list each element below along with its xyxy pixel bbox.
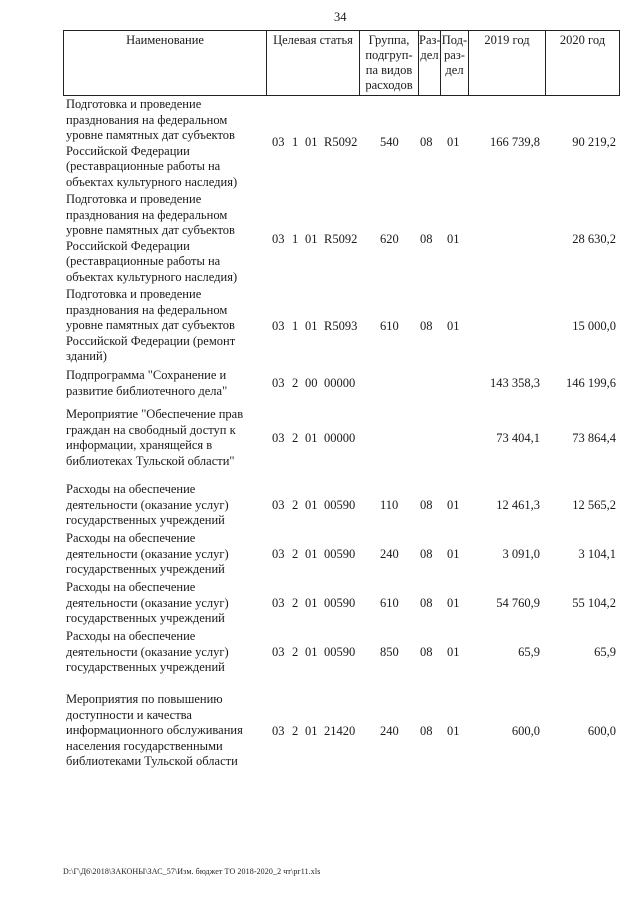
code-direction: 00590 [324,596,356,610]
group-code: 540 [380,135,399,149]
subsection-code: 01 [447,135,460,149]
row-name: Подпрограмма "Сохранение и развитие библиотечного дела" [66,368,228,398]
code-program: 03 [272,135,285,149]
subsection-code: 01 [447,498,460,512]
value-2019: 73 404,1 [496,431,540,445]
page-number: 34 [334,10,347,24]
code-program: 03 [272,232,285,246]
group-code: 240 [380,724,399,738]
code-program: 03 [272,319,285,333]
section-code: 08 [420,232,433,246]
header-2020: 2020 год [545,30,620,96]
code-subprogram: 2 [292,724,299,738]
section-code: 08 [420,498,433,512]
header-2019: 2019 год [468,30,545,96]
subsection-code: 01 [447,596,460,610]
row-name: Подготовка и проведение празднования на федеральном уровне памятных дат субъектов Российской Федерации (ремонт зданий) [66,287,236,364]
header-group: Группа, подгруп- па видов расходов [359,30,418,96]
code-program: 03 [272,645,285,659]
header-name: Наименование [63,30,266,96]
group-code: 620 [380,232,399,246]
value-2020: 600,0 [587,724,616,738]
section-code: 08 [420,596,433,610]
value-2019: 54 760,9 [496,596,540,610]
code-activity: 00 [305,376,318,390]
code-subprogram: 2 [292,645,299,659]
group-code: 110 [380,498,399,512]
row-name: Мероприятие "Обеспечение прав граждан на свободный доступ к информации, хранящейся в библиотеках Тульской области" [66,407,244,468]
code-direction: 21420 [324,724,356,738]
code-subprogram: 2 [292,376,299,390]
code-activity: 01 [305,431,318,445]
row-name: Расходы на обеспечение деятельности (оказание услуг) государственных учреждений [66,482,229,528]
value-2019: 143 358,3 [490,376,540,390]
subsection-code: 01 [447,547,460,561]
code-activity: 01 [305,135,318,149]
file-path-footer: D:\Г\Д6\2018\ЗАКОНЫ\ЗАС_57\Изм. бюджет ТО 2018-2020_2 чт\рг11.xls [63,867,321,876]
code-activity: 01 [305,645,318,659]
header-subsection: Под- раз- дел [440,30,468,96]
code-subprogram: 2 [292,547,299,561]
code-program: 03 [272,498,285,512]
subsection-code: 01 [447,645,460,659]
group-code: 610 [380,596,399,610]
code-activity: 01 [305,232,318,246]
code-subprogram: 1 [292,135,299,149]
subsection-code: 01 [447,232,460,246]
code-direction: R5093 [324,319,358,333]
value-2020: 15 000,0 [572,319,616,333]
row-name: Расходы на обеспечение деятельности (оказание услуг) государственных учреждений [66,531,229,577]
section-code: 08 [420,724,433,738]
code-activity: 01 [305,319,318,333]
code-activity: 01 [305,498,318,512]
row-name: Подготовка и проведение празднования на федеральном уровне памятных дат субъектов Российской Федерации (реставрационные работы на объектах культурного наследия) [66,97,238,189]
code-direction: 00000 [324,376,356,390]
value-2020: 65,9 [594,645,616,659]
section-code: 08 [420,547,433,561]
code-direction: 00590 [324,547,356,561]
code-program: 03 [272,596,285,610]
value-2019: 166 739,8 [490,135,540,149]
code-program: 03 [272,431,285,445]
code-program: 03 [272,724,285,738]
code-direction: R5092 [324,232,358,246]
value-2019: 12 461,3 [496,498,540,512]
code-direction: 00590 [324,498,356,512]
code-subprogram: 2 [292,498,299,512]
code-activity: 01 [305,547,318,561]
code-activity: 01 [305,724,318,738]
code-program: 03 [272,547,285,561]
group-code: 610 [380,319,399,333]
code-subprogram: 1 [292,319,299,333]
code-direction: 00000 [324,431,356,445]
group-code: 850 [380,645,399,659]
subsection-code: 01 [447,724,460,738]
value-2020: 90 219,2 [572,135,616,149]
row-name: Подготовка и проведение празднования на федеральном уровне памятных дат субъектов Российской Федерации (реставрационные работы на объектах культурного наследия) [66,192,238,284]
section-code: 08 [420,319,433,333]
code-program: 03 [272,376,285,390]
value-2020: 12 565,2 [572,498,616,512]
section-code: 08 [420,135,433,149]
value-2019: 3 091,0 [502,547,540,561]
row-name: Мероприятия по повышению доступности и качества информационного обслуживания населения государственными библиотеками Тульской области [66,692,243,769]
subsection-code: 01 [447,319,460,333]
code-subprogram: 1 [292,232,299,246]
code-direction: R5092 [324,135,358,149]
value-2019: 65,9 [518,645,540,659]
value-2020: 73 864,4 [572,431,616,445]
group-code: 240 [380,547,399,561]
header-section: Раз- дел [418,30,440,96]
value-2020: 55 104,2 [572,596,616,610]
code-direction: 00590 [324,645,356,659]
code-activity: 01 [305,596,318,610]
value-2020: 28 630,2 [572,232,616,246]
row-name: Расходы на обеспечение деятельности (оказание услуг) государственных учреждений [66,629,229,675]
section-code: 08 [420,645,433,659]
value-2020: 146 199,6 [566,376,616,390]
value-2020: 3 104,1 [578,547,616,561]
header-target: Целевая статья [266,30,359,96]
value-2019: 600,0 [511,724,540,738]
row-name: Расходы на обеспечение деятельности (оказание услуг) государственных учреждений [66,580,229,626]
code-subprogram: 2 [292,431,299,445]
code-subprogram: 2 [292,596,299,610]
